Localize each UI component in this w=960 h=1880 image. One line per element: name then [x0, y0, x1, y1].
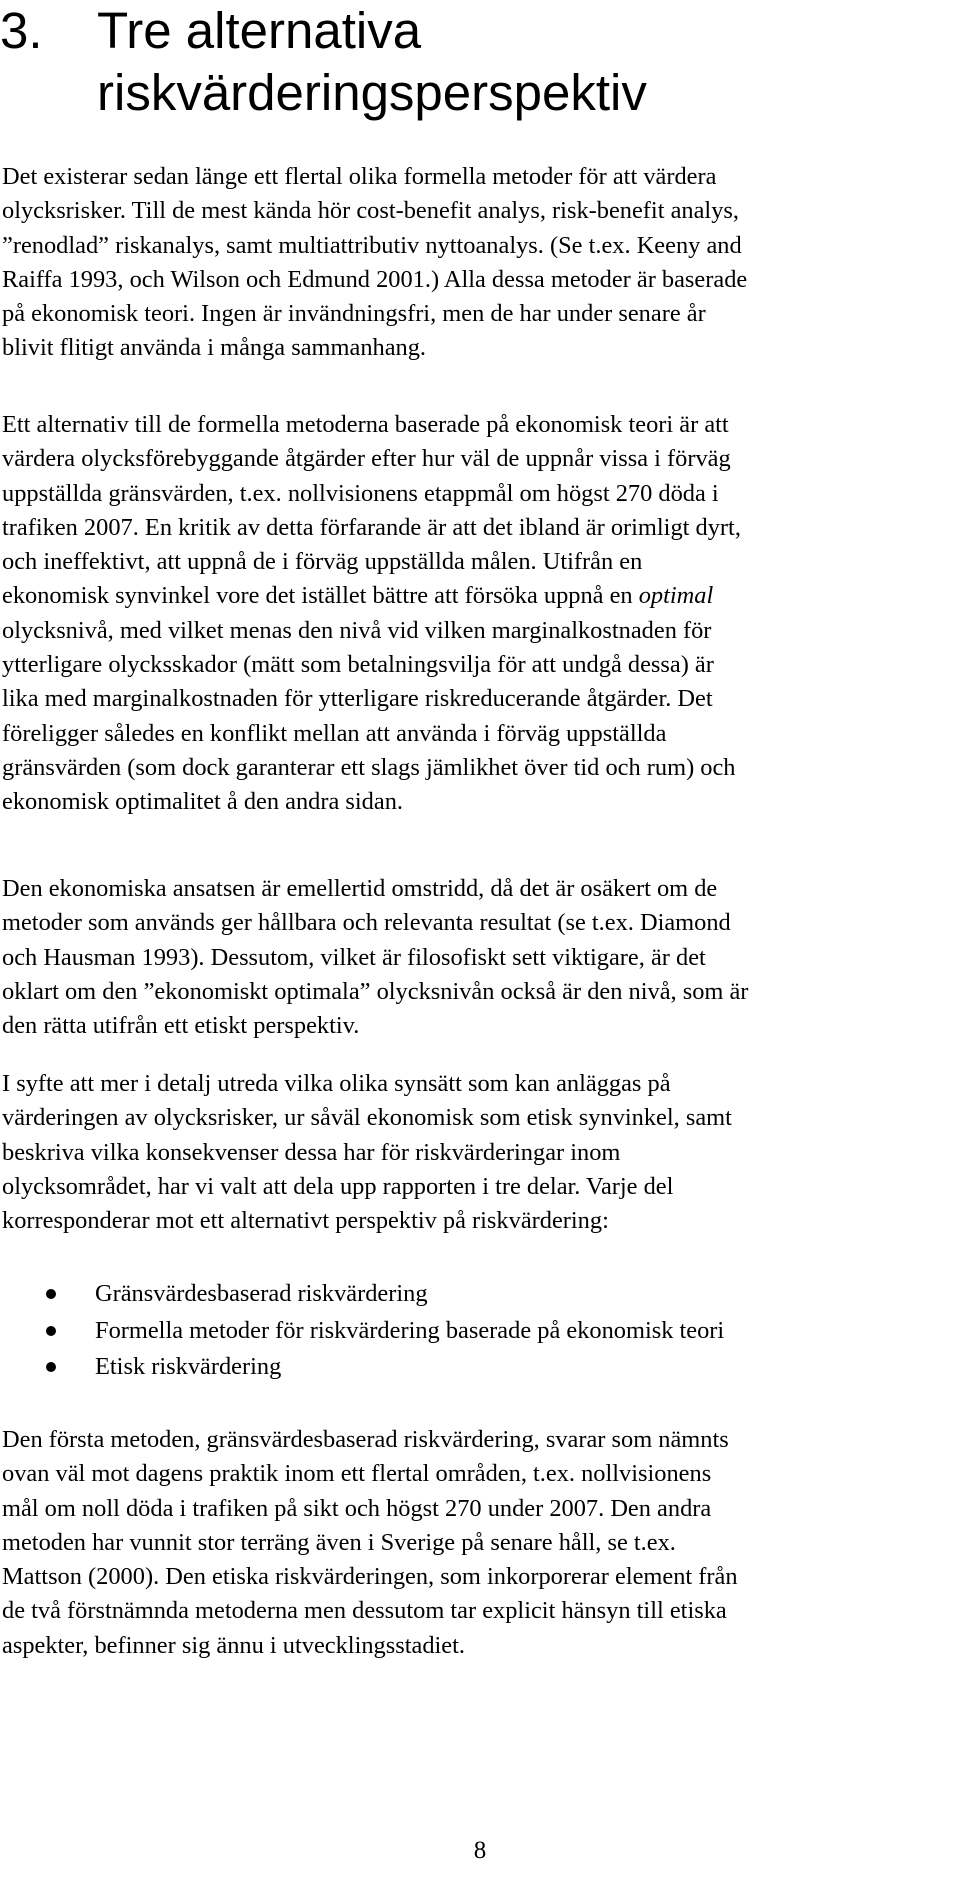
text-line: de två förstnämnda metoderna men dessutom tar explicit hänsyn till etiska [2, 1597, 727, 1625]
bullet-icon [46, 1289, 56, 1299]
text-line: Raiffa 1993, och Wilson och Edmund 2001.) Alla dessa metoder är baserade [2, 265, 748, 293]
section-title-line: Tre alternativa [97, 2, 422, 59]
text-line: ovan väl mot dagens praktik inom ett flertal områden, t.ex. nollvisionens [2, 1460, 712, 1488]
text-line: olycksområdet, har vi valt att dela upp rapporten i tre delar. Varje del [2, 1172, 674, 1200]
list-item [0, 1349, 954, 1386]
text-line: metoden har vunnit stor terräng även i Sverige på senare håll, se t.ex. [2, 1528, 676, 1556]
text-line: gränsvärden (som dock garanterar ett slags jämlikhet över tid och rum) och [2, 753, 736, 781]
section-title-line: riskvärderingsperspektiv [97, 64, 647, 121]
text-line: olycksnivå, med vilket menas den nivå vid vilken marginalkostnaden för [2, 616, 712, 644]
list-item [0, 1276, 954, 1313]
text-line: uppställda gränsvärden, t.ex. nollvisionens etappmål om högst 270 döda i [2, 479, 719, 507]
text-line: Den första metoden, gränsvärdesbaserad riskvärdering, svarar som nämnts [2, 1426, 729, 1453]
text-line: ekonomisk optimalitet å den andra sidan. [2, 788, 403, 816]
text-line: Den ekonomiska ansatsen är emellertid omstridd, då det är osäkert om de [2, 875, 718, 902]
paragraph-critique [2, 872, 956, 1043]
text-line: föreligger således en konflikt mellan att använda i förväg uppställda [2, 719, 667, 747]
text-line: ”renodlad” riskanalys, samt multiattributiv nyttoanalys. (Se t.ex. Keeny and [2, 231, 742, 259]
text-line: mål om noll döda i trafiken på sikt och högst 270 under 2007. Den andra [2, 1494, 712, 1522]
list-item [0, 1313, 954, 1350]
text-line: värderingen av olycksrisker, ur såväl ekonomisk som etisk synvinkel, samt [2, 1104, 732, 1132]
text-line [2, 579, 956, 613]
text-line: trafiken 2007. En kritik av detta förfarande är att det ibland är orimligt dyrt, [2, 513, 741, 541]
emphasized-word: optimal [638, 582, 714, 610]
text-line: på ekonomisk teori. Ingen är invändningsfri, men de har under senare år [2, 300, 706, 328]
text-line: och Hausman 1993). Dessutom, vilket är filosofiskt sett viktigare, är det [2, 943, 706, 971]
page-number: 8 [473, 1837, 487, 1864]
paragraph-intro [2, 160, 956, 366]
list-item-label: Etisk riskvärdering [95, 1353, 282, 1380]
perspective-list [0, 1276, 954, 1386]
text-line: den rätta utifrån ett etiskt perspektiv. [2, 1012, 360, 1040]
text-line: Det existerar sedan länge ett flertal olika formella metoder för att värdera [2, 163, 717, 190]
section-title [97, 0, 857, 124]
text-line: och ineffektivt, att uppnå de i förväg uppställda målen. Utifrån en [2, 548, 643, 576]
bullet-icon [46, 1362, 56, 1372]
paragraph-alternative [2, 408, 956, 820]
text-line: beskriva vilka konsekvenser dessa har för riskvärderingar inom [2, 1138, 621, 1166]
text-run: ekonomisk synvinkel vore det istället bättre att försöka uppnå en [2, 582, 639, 610]
list-item-label: Formella metoder för riskvärdering baserade på ekonomisk teori [95, 1316, 725, 1344]
text-line: korresponderar mot ett alternativt perspektiv på riskvärdering: [2, 1207, 609, 1235]
text-line: I syfte att mer i detalj utreda vilka olika synsätt som kan anläggas på [2, 1070, 671, 1097]
text-line: oklart om den ”ekonomiskt optimala” olycksnivån också är den nivå, som är [2, 977, 749, 1005]
list-item-label: Gränsvärdesbaserad riskvärdering [95, 1280, 428, 1307]
text-line: aspekter, befinner sig ännu i utvecklingsstadiet. [2, 1631, 465, 1659]
text-line: olycksrisker. Till de mest kända hör cost-benefit analys, risk-benefit analys, [2, 197, 739, 225]
paragraph-methods-summary [2, 1423, 956, 1663]
text-line: Ett alternativ till de formella metoderna baserade på ekonomisk teori är att [2, 411, 729, 438]
text-line: metoder som används ger hållbara och relevanta resultat (se t.ex. Diamond [2, 909, 731, 937]
bullet-icon [46, 1326, 56, 1336]
section-number: 3. [0, 2, 43, 59]
text-line: värdera olycksförebyggande åtgärder efter hur väl de uppnår vissa i förväg [2, 445, 731, 473]
text-line: ytterligare olycksskador (mätt som betalningsvilja för att undgå dessa) är [2, 651, 714, 679]
paragraph-purpose [2, 1067, 956, 1238]
text-line: lika med marginalkostnaden för ytterligare riskreducerande åtgärder. Det [2, 685, 713, 713]
text-line: Mattson (2000). Den etiska riskvärderingen, som inkorporerar element från [2, 1563, 738, 1591]
text-line: blivit flitigt använda i många sammanhang. [2, 334, 427, 362]
